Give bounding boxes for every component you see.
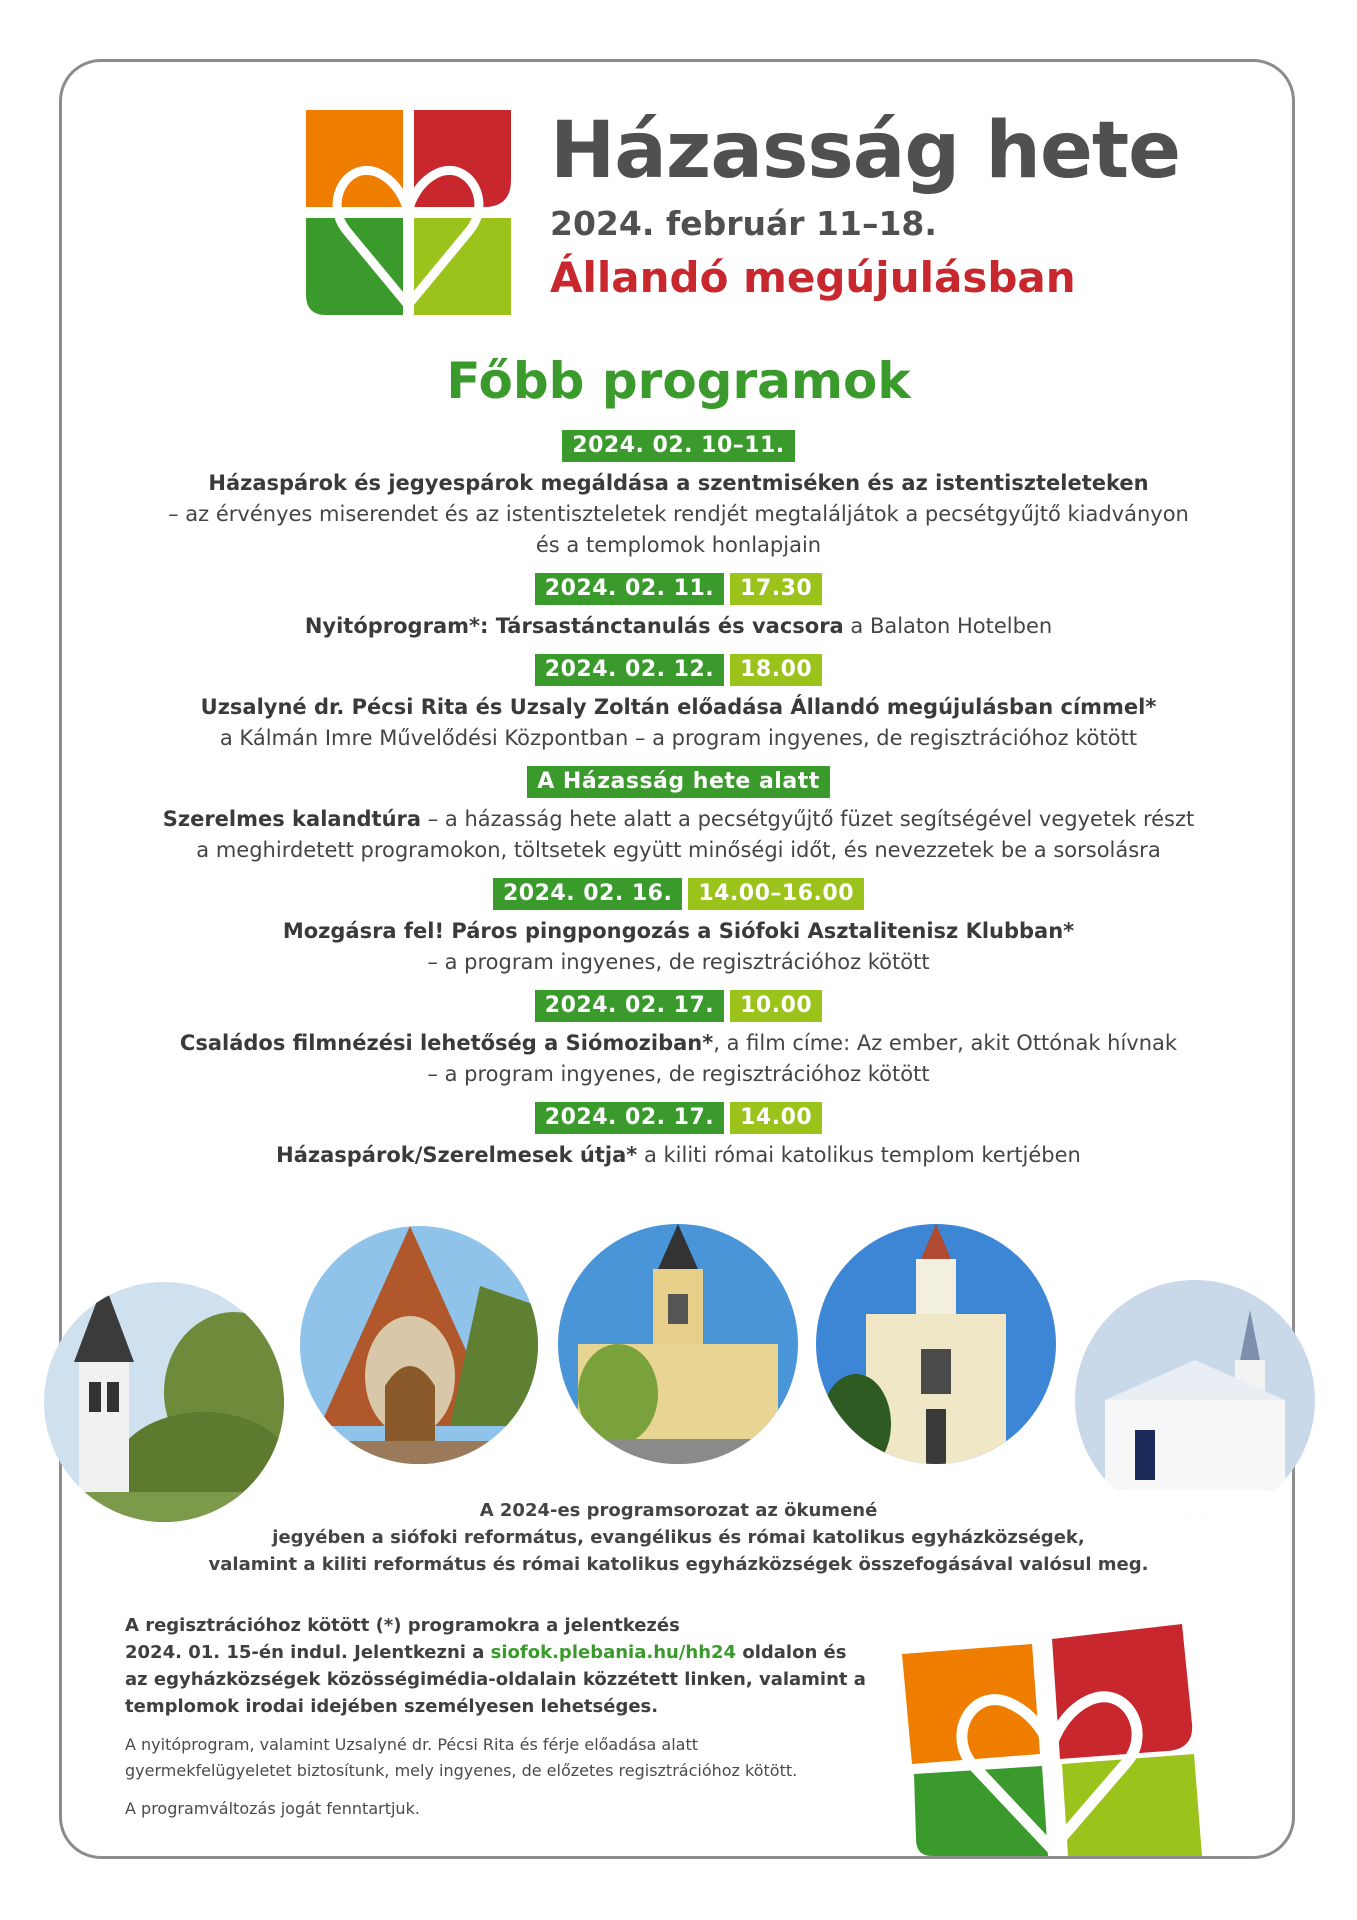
program-item xyxy=(120,990,1237,1090)
program-line: és a templomok honlapjain xyxy=(535,533,822,557)
program-item xyxy=(120,430,1237,561)
program-line: – a program ingyenes, de regisztrációhoz kötött xyxy=(427,1062,930,1086)
program-line: Mozgásra fel! Páros pingpongozás a Siófoki Asztalitenisz Klubban* xyxy=(282,919,1075,943)
program-line: Házaspárok/Szerelmesek útja* a kiliti római katolikus templom kertjében xyxy=(276,1143,1081,1167)
time-badge: 17.30 xyxy=(730,573,822,605)
time-badge: 14.00 xyxy=(730,1102,822,1134)
church-photo-5 xyxy=(1075,1280,1315,1520)
program-item xyxy=(120,573,1237,642)
program-line: Nyitóprogram*: Társastánctanulás és vacsora a Balaton Hotelben xyxy=(304,614,1053,638)
childcare-note: A nyitóprogram, valamint Uzsalyné dr. Pécsi Rita és férje előadása alatt gyermekfelügyeletet biztosítunk, mely ingyenes, de előzetes regisztrációhoz kötött. xyxy=(125,1735,798,1780)
program-line: – a program ingyenes, de regisztrációhoz kötött xyxy=(427,950,930,974)
time-badge: 18.00 xyxy=(730,654,822,686)
footer xyxy=(125,1612,875,1822)
ecumene-line: valamint a kiliti református és római katolikus egyházközségek összefogásával valósul meg. xyxy=(208,1554,1149,1575)
program-line: Szerelmes kalandtúra – a házasság hete alatt a pecsétgyűjtő füzet segítségével vegyetek részt xyxy=(162,807,1195,831)
registration-link[interactable]: siofok.plebania.hu/hh24 xyxy=(490,1642,737,1663)
ecumene-note xyxy=(0,1497,1357,1578)
program-line: – az érvényes miserendet és az istentiszteletek rendjét megtaláljátok a pecsétgyűjtő kiadványon xyxy=(168,502,1189,526)
header xyxy=(550,106,1181,302)
time-badge: 14.00–16.00 xyxy=(688,878,864,910)
program-list xyxy=(120,430,1237,1183)
hazassag-hete-logo-large xyxy=(902,1624,1204,1856)
page-title: Házasság hete xyxy=(550,106,1181,196)
hazassag-hete-logo xyxy=(306,110,511,315)
date-badge: 2024. 02. 12. xyxy=(535,654,724,686)
motto: Állandó megújulásban xyxy=(550,253,1076,302)
logo-red-tile xyxy=(1052,1624,1192,1759)
time-badge: 10.00 xyxy=(730,990,822,1022)
church-photo-1 xyxy=(44,1282,284,1522)
program-line: a Kálmán Imre Művelődési Központban – a program ingyenes, de regisztrációhoz kötött xyxy=(219,726,1138,750)
program-item xyxy=(120,878,1237,978)
program-line: a meghirdetett programokon, töltsetek együtt minőségi időt, és nevezzetek be a sorsolásra xyxy=(196,838,1161,862)
logo-green-tile xyxy=(306,218,403,315)
date-badge: 2024. 02. 16. xyxy=(493,878,682,910)
program-item xyxy=(120,654,1237,754)
logo-red-tile xyxy=(414,110,511,207)
date-badge: 2024. 02. 17. xyxy=(535,990,724,1022)
program-item xyxy=(120,766,1237,866)
church-photo-3 xyxy=(558,1224,798,1464)
ecumene-line: jegyében a siófoki református, evangélikus és római katolikus egyházközségek, xyxy=(272,1527,1085,1548)
program-line: Családos filmnézési lehetőség a Siómoziban*, a film címe: Az ember, akit Ottónak hívnak xyxy=(179,1031,1178,1055)
event-dates: 2024. február 11–18. xyxy=(550,204,937,243)
date-badge: 2024. 02. 10–11. xyxy=(562,430,794,462)
logo-orange-tile xyxy=(306,110,403,207)
registration-info: A regisztrációhoz kötött (*) programokra a jelentkezés 2024. 01. 15-én indul. Jelentkezni a siofok.plebania.hu/hh24 oldalon és az egyházközségek közösségimédia-oldalain közzétett linken, valamint a templomok irodai idejében személyesen lehetséges. xyxy=(125,1615,866,1717)
date-badge: 2024. 02. 11. xyxy=(535,573,724,605)
date-badge: 2024. 02. 17. xyxy=(535,1102,724,1134)
program-line: Házaspárok és jegyespárok megáldása a szentmiséken és az istentiszteleteken xyxy=(208,471,1149,495)
ecumene-line: A 2024-es programsorozat az ökumené xyxy=(479,1500,878,1521)
change-notice: A programváltozás jogát fenntartjuk. xyxy=(125,1799,420,1818)
program-line: Uzsalyné dr. Pécsi Rita és Uzsaly Zoltán előadása Állandó megújulásban címmel* xyxy=(200,695,1157,719)
section-title: Főbb programok xyxy=(446,352,911,410)
church-photo-2 xyxy=(300,1226,538,1464)
church-photo-4 xyxy=(816,1224,1056,1464)
period-badge: A Házasság hete alatt xyxy=(527,766,829,798)
